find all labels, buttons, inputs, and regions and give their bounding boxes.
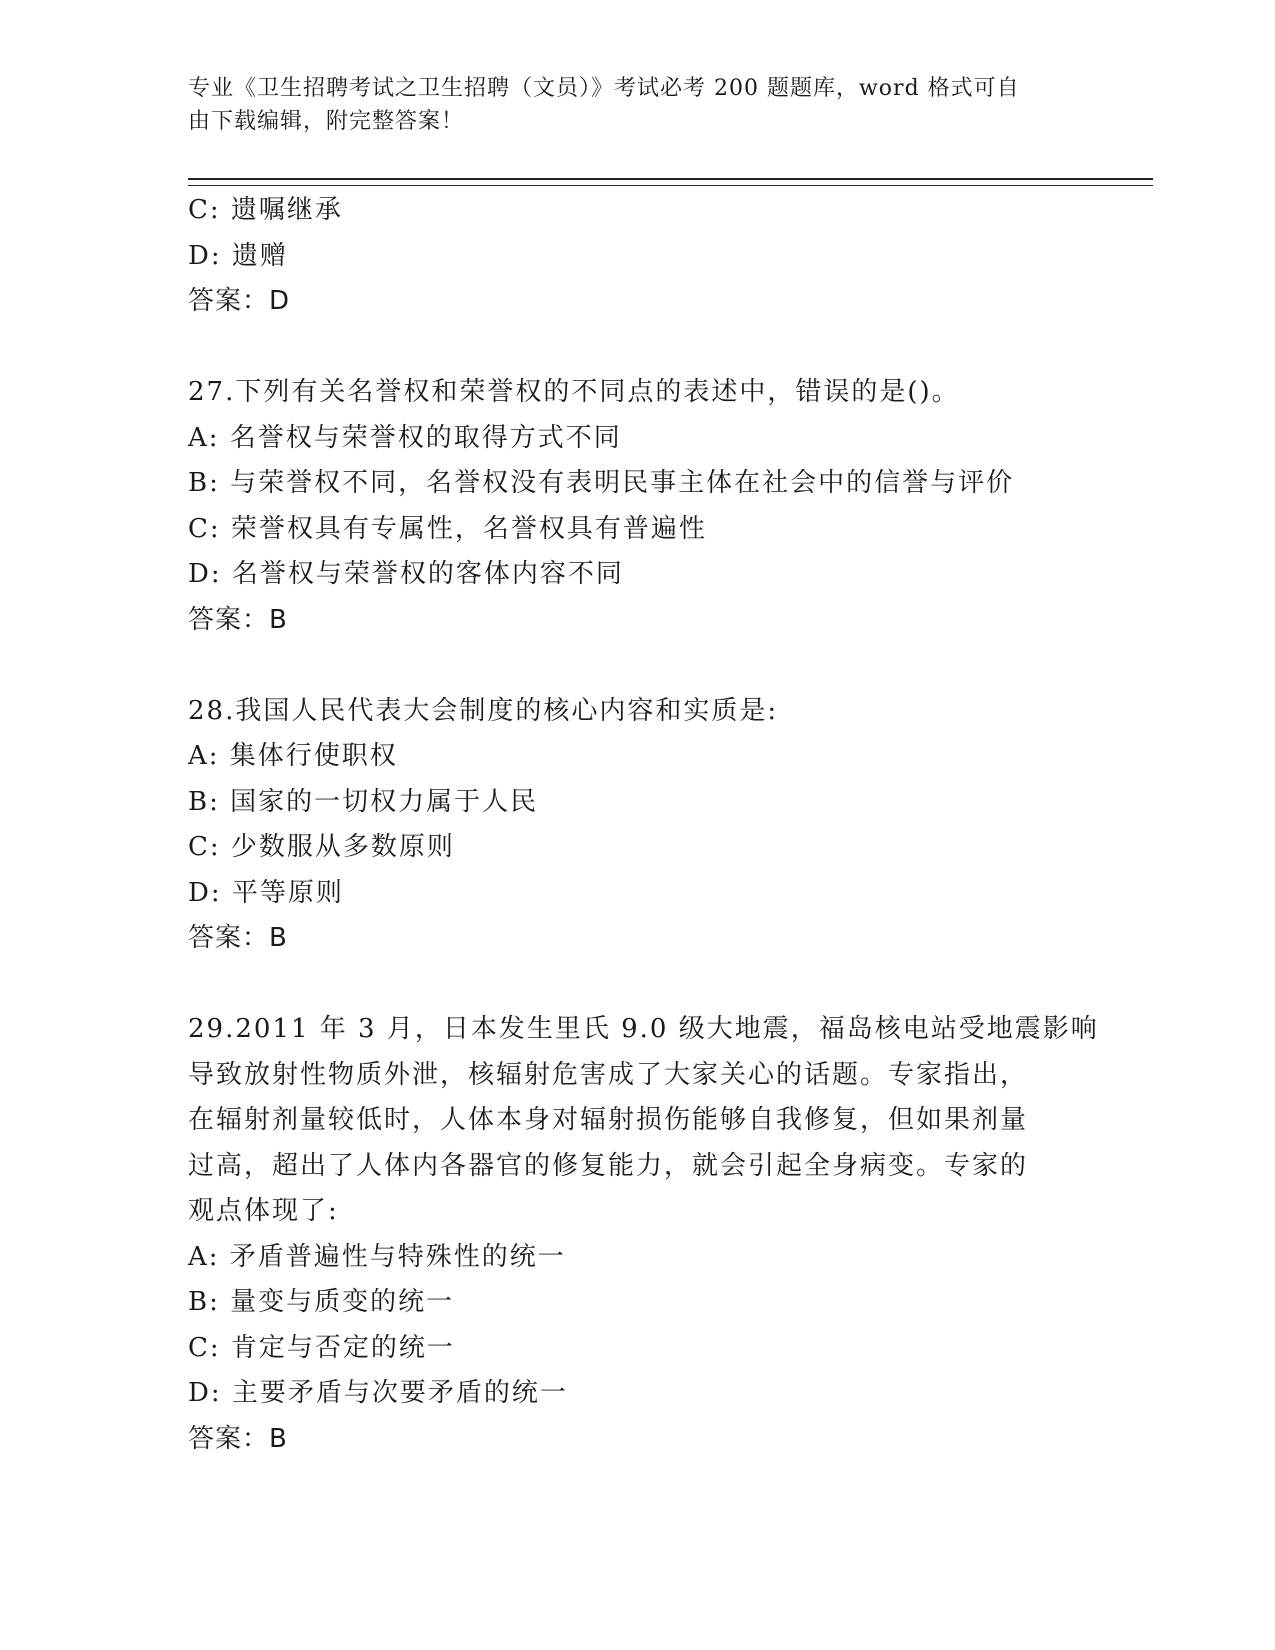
option-d: D: 主要矛盾与次要矛盾的统一 bbox=[188, 1378, 568, 1408]
option-a: A: 矛盾普遍性与特殊性的统一 bbox=[188, 1241, 566, 1272]
option-c: C: 荣誉权具有专属性，名誉权具有普遍性 bbox=[188, 513, 707, 544]
question-28 bbox=[188, 689, 1098, 962]
question-stem-line: 观点体现了: bbox=[188, 1196, 339, 1226]
document-header bbox=[188, 72, 1088, 138]
option-c: C: 肯定与否定的统一 bbox=[188, 1332, 455, 1363]
header-line-1: 专业《卫生招聘考试之卫生招聘（文员）》考试必考 200 题题库，word 格式可自 bbox=[188, 76, 1020, 101]
question-stem-line: 在辐射剂量较低时，人体本身对辐射损伤能够自我修复，但如果剂量 bbox=[188, 1105, 1029, 1135]
option-b: B: 与荣誉权不同，名誉权没有表明民事主体在社会中的信誉与评价 bbox=[188, 468, 1015, 498]
header-divider bbox=[188, 178, 1153, 186]
option-b: B: 国家的一切权力属于人民 bbox=[188, 786, 539, 817]
option-a: A: 集体行使职权 bbox=[188, 741, 398, 771]
answer-line: 答案：B bbox=[188, 923, 288, 953]
question-stem: 27.下列有关名誉权和荣誉权的不同点的表述中，错误的是()。 bbox=[188, 377, 960, 407]
option-d: D: 遗赠 bbox=[188, 240, 288, 271]
option-a: A: 名誉权与荣誉权的取得方式不同 bbox=[188, 422, 622, 453]
option-c: C: 遗嘱继承 bbox=[188, 195, 343, 225]
question-stem-line: 29.2011 年 3 月，日本发生里氏 9.0 级大地震，福岛核电站受地震影响 bbox=[188, 1014, 1099, 1044]
spacer bbox=[188, 962, 1098, 1008]
header-line-2: 由下载编辑，附完整答案！ bbox=[188, 109, 465, 134]
option-b: B: 量变与质变的统一 bbox=[188, 1287, 455, 1317]
answer-line: 答案：B bbox=[188, 604, 288, 635]
question-29 bbox=[188, 1007, 1098, 1462]
option-d: D: 平等原则 bbox=[188, 877, 344, 908]
question-27 bbox=[188, 370, 1098, 643]
question-stem: 28.我国人民代表大会制度的核心内容和实质是: bbox=[188, 695, 779, 726]
option-d: D: 名誉权与荣誉权的客体内容不同 bbox=[188, 559, 624, 589]
spacer bbox=[188, 643, 1098, 689]
answer-line: 答案：D bbox=[188, 286, 291, 316]
spacer bbox=[188, 325, 1098, 371]
question-stem-line: 过高，超出了人体内各器官的修复能力，就会引起全身病变。专家的 bbox=[188, 1150, 1029, 1181]
answer-line: 答案：B bbox=[188, 1423, 288, 1454]
option-c: C: 少数服从多数原则 bbox=[188, 832, 455, 862]
question-stem-line: 导致放射性物质外泄，核辐射危害成了大家关心的话题。专家指出， bbox=[188, 1059, 1029, 1090]
question-content bbox=[188, 188, 1098, 1462]
